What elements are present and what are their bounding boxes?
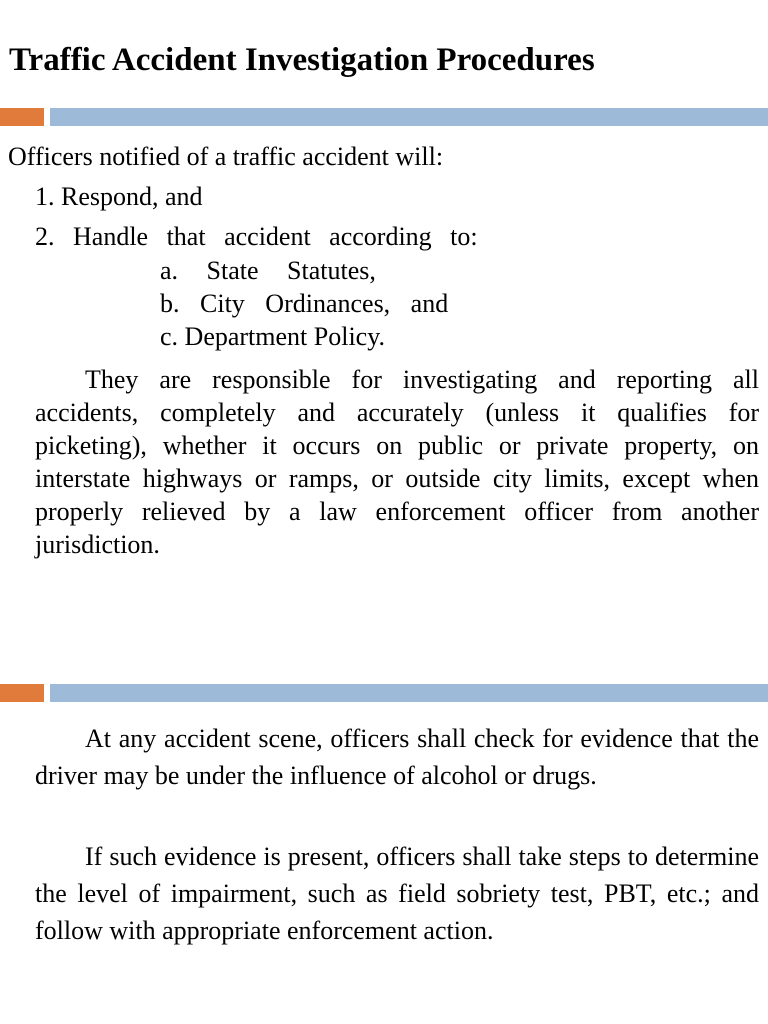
divider-blue-bar bbox=[50, 108, 768, 126]
slide-title: Traffic Accident Investigation Procedures bbox=[9, 42, 595, 78]
step-1: 1. Respond, and bbox=[35, 182, 203, 211]
divider-orange-block bbox=[0, 108, 44, 126]
sub-item-a: a. State Statutes, bbox=[160, 256, 376, 285]
step-2: 2. Handle that accident according to: bbox=[35, 222, 478, 251]
responsibility-paragraph: They are responsible for investigating and reporting all accidents, completely and accurately (unless it qualifies for picketing), whether it occurs on public or private property, on interstate highways or ramps, or outside city limits, except when properly relieved by a law enforcement officer from another jurisdiction. bbox=[35, 365, 759, 559]
impairment-paragraph: If such evidence is present, officers shall take steps to determine the level of impairment, such as field sobriety test, PBT, etc.; and follow with appropriate enforcement action. bbox=[35, 842, 759, 945]
divider-orange-block bbox=[0, 684, 44, 702]
divider-blue-bar bbox=[50, 684, 768, 702]
title-divider bbox=[0, 108, 768, 126]
evidence-paragraph: At any accident scene, officers shall check for evidence that the driver may be under the influence of alcohol or drugs. bbox=[35, 724, 759, 790]
sub-item-c: c. Department Policy. bbox=[160, 322, 386, 351]
slide-2 bbox=[0, 680, 768, 1024]
title-divider bbox=[0, 684, 768, 702]
intro-text: Officers notified of a traffic accident will: bbox=[8, 142, 444, 171]
sub-item-b: b. City Ordinances, and bbox=[160, 289, 449, 318]
